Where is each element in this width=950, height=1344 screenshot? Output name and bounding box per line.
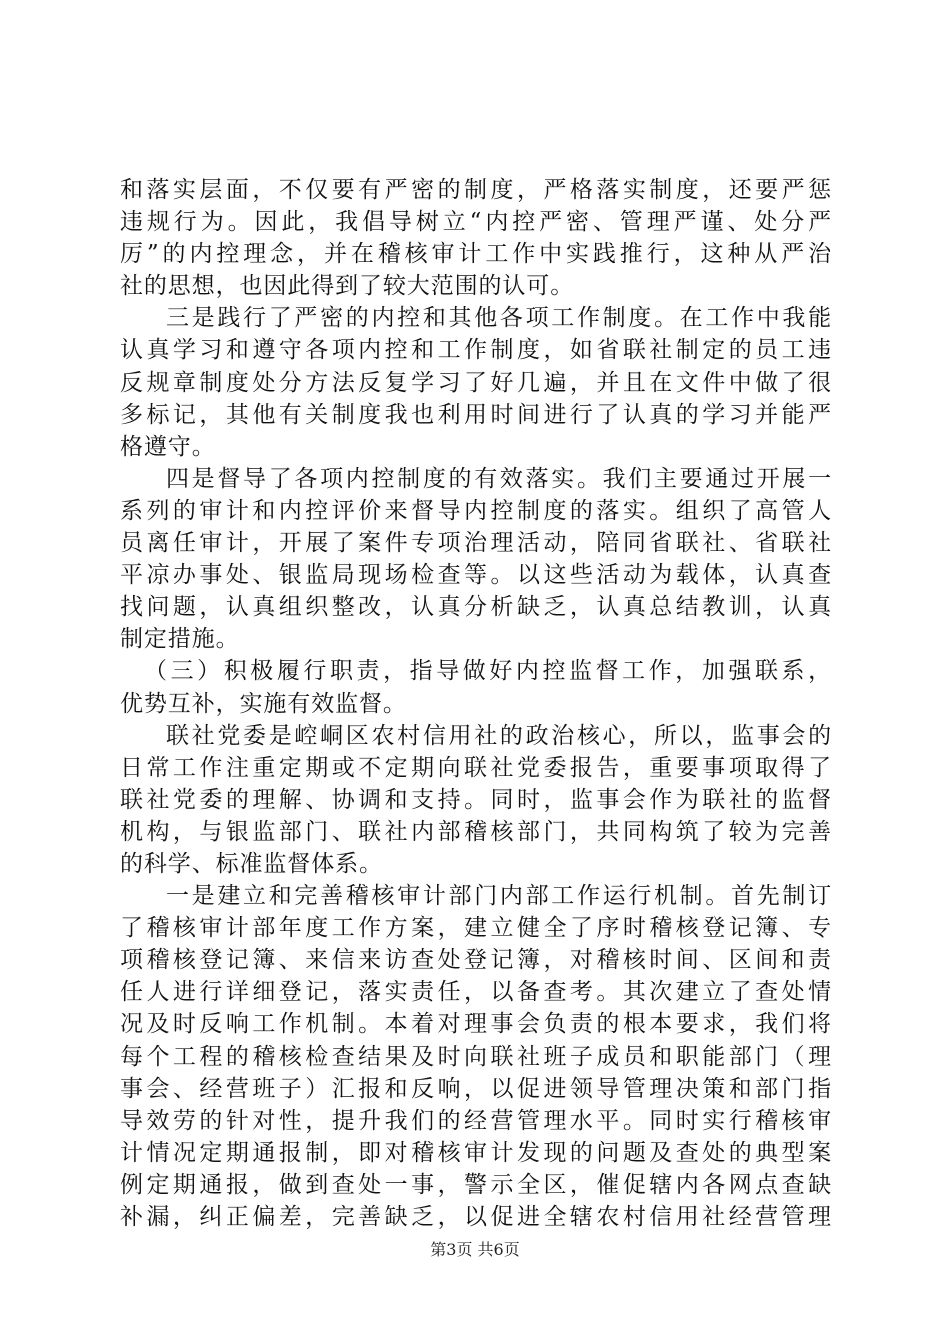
text-line: 三是践行了严密的内控和其他各项工作制度。在工作中我能 [166,305,832,332]
text-line: 例定期通报，做到查处一事，警示全区，催促辖内各网点查缺 [120,1171,832,1198]
document-body [120,174,832,1233]
text-line: 格遵守。 [120,433,216,460]
paragraph-party-committee [120,720,832,880]
text-line: 联社党委是崆峒区农村信用社的政治核心，所以，监事会的 [166,722,832,749]
text-line: 机构，与银监部门、联社内部稽核部门，共同构筑了较为完善 [120,818,832,845]
text-line: 况及时反响工作机制。本着对理事会负责的根本要求，我们将 [120,1011,832,1038]
paragraph-continuation [120,174,832,302]
text-line: 平凉办事处、银监局现场检查等。以这些活动为载体，认真查 [120,562,832,589]
text-line: （三）积极履行职责，指导做好内控监督工作，加强联系， [144,658,832,685]
text-line: 认真学习和遵守各项内控和工作制度，如省联社制定的员工违 [120,337,832,364]
text-line: 一是建立和完善稽核审计部门内部工作运行机制。首先制订 [166,883,832,910]
text-line: 厉”的内控理念，并在稽核审计工作中实践推行，这种从严治 [120,241,832,268]
paragraph-point-one [120,880,832,1233]
text-line: 的科学、标准监督体系。 [120,850,383,877]
text-line: 每个工程的稽核检查结果及时向联社班子成员和职能部门（理 [120,1043,832,1070]
text-line: 违规行为。因此，我倡导树立“内控严密、管理严谨、处分严 [120,209,832,236]
text-line: 日常工作注重定期或不定期向联社党委报告，重要事项取得了 [120,754,832,781]
text-line: 事会、经营班子）汇报和反响，以促进领导管理决策和部门指 [120,1075,832,1102]
text-line: 补漏，纠正偏差，完善缺乏，以促进全辖农村信用社经营管理 [120,1204,832,1230]
text-line: 导效劳的针对性，提升我们的经营管理水平。同时实行稽核审 [120,1107,832,1134]
text-line: 计情况定期通报制，即对稽核审计发现的问题及查处的典型案 [120,1139,832,1166]
text-line: 多标记，其他有关制度我也利用时间进行了认真的学习并能严 [120,401,832,428]
paragraph-point-three [120,302,832,462]
text-line: 员离任审计，开展了案件专项治理活动，陪同省联社、省联社 [120,530,832,557]
text-line: 了稽核审计部年度工作方案，建立健全了序时稽核登记簿、专 [120,915,832,942]
text-line: 找问题，认真组织整改，认真分析缺乏，认真总结教训，认真 [120,594,832,621]
text-line: 反规章制度处分方法反复学习了好几遍，并且在文件中做了很 [120,369,832,396]
text-line: 项稽核登记簿、来信来访查处登记簿，对稽核时间、区间和责 [120,947,832,974]
text-line: 和落实层面，不仅要有严密的制度，严格落实制度，还要严惩 [120,177,832,203]
text-line: 任人进行详细登记，落实责任，以备查考。其次建立了查处情 [120,979,832,1006]
text-line: 联社党委的理解、协调和支持。同时，监事会作为联社的监督 [120,786,832,813]
text-line: 制定措施。 [120,626,240,653]
page-number-footer: 第3页 共6页 [430,1240,520,1259]
section-heading-three [120,655,832,719]
text-line: 系列的审计和内控评价来督导内控制度的落实。组织了高管人 [120,497,832,524]
text-line: 社的思想，也因此得到了较大范围的认可。 [120,273,575,300]
paragraph-point-four [120,463,832,656]
text-line: 四是督导了各项内控制度的有效落实。我们主要通过开展一 [166,465,832,492]
text-line: 优势互补，实施有效监督。 [120,690,407,717]
